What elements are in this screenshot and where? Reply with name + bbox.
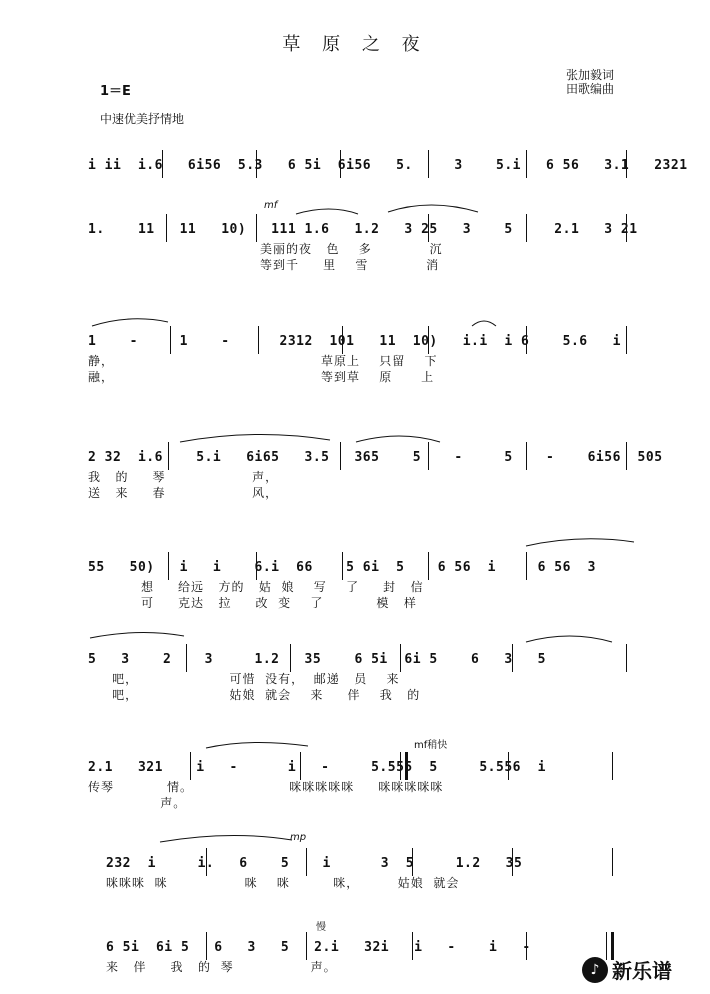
barline bbox=[526, 150, 527, 178]
lyric-line-2: 声。 bbox=[88, 796, 187, 810]
barline bbox=[206, 932, 207, 960]
barline bbox=[256, 552, 257, 580]
barline bbox=[400, 644, 401, 672]
notation-line: 232 i i. 6 5 i 3 5 1.2 35 bbox=[106, 856, 523, 871]
barline bbox=[162, 150, 163, 178]
lyric-line-1: 我 的 琴 声， bbox=[88, 470, 279, 484]
lyric-line-2: 等到千 里 雪 消 bbox=[260, 258, 440, 272]
lyric-line-1: 想 给远 方的 姑 娘 写 了 封 信 bbox=[88, 580, 424, 594]
barline bbox=[190, 752, 191, 780]
barline bbox=[526, 552, 527, 580]
barline bbox=[306, 932, 307, 960]
lyric-line-2: 融， 等到草 原 上 bbox=[88, 370, 435, 384]
barline bbox=[512, 848, 513, 876]
barline bbox=[340, 442, 341, 470]
barline bbox=[428, 150, 429, 178]
barline bbox=[166, 214, 167, 242]
site-logo bbox=[582, 955, 672, 984]
key-signature: 1＝E bbox=[100, 84, 131, 99]
barline bbox=[412, 848, 413, 876]
barline bbox=[428, 326, 429, 354]
barline bbox=[340, 150, 341, 178]
barline bbox=[168, 442, 169, 470]
barline bbox=[258, 326, 259, 354]
lyric-line-1: 静， 草原上 只留 下 bbox=[88, 354, 438, 368]
barline bbox=[626, 644, 627, 672]
barline bbox=[626, 326, 627, 354]
barline bbox=[300, 752, 301, 780]
lyric-line-2: 吧， 姑娘 就会 来 伴 我 的 bbox=[88, 688, 421, 702]
notation-line: 5 3 2 3 1.2 35 6 5i 6i 5 6 3 5 bbox=[88, 652, 546, 667]
barline bbox=[256, 150, 257, 178]
barline bbox=[612, 848, 613, 876]
tempo-slow-mark: 慢 bbox=[316, 922, 326, 933]
dynamic-mark: mf稍快 bbox=[414, 740, 448, 751]
music-disc-icon: ♪ bbox=[582, 957, 608, 983]
dynamic-mark: mf bbox=[264, 200, 278, 211]
lyric-line-2: 送 来 春 风， bbox=[88, 486, 279, 500]
lyric-line-1: 咪咪咪 咪 咪 咪 咪， 姑娘 就会 bbox=[106, 876, 460, 890]
barline bbox=[512, 644, 513, 672]
tempo-marking: 中速优美抒情地 bbox=[100, 112, 185, 126]
repeat-barline bbox=[400, 752, 408, 780]
barline bbox=[412, 932, 413, 960]
barline bbox=[206, 848, 207, 876]
dynamic-mark: mp bbox=[290, 832, 307, 843]
notation-line: 1 - 1 - 2312 101 11 10) i.i i 6 5.6 i bbox=[88, 334, 621, 349]
barline bbox=[526, 932, 527, 960]
barline bbox=[168, 552, 169, 580]
lyricist-credit: 张加毅词 bbox=[566, 68, 615, 82]
logo-text: 新乐谱 bbox=[612, 959, 672, 983]
notation-line: 6 5i 6i 5 6 3 5 2.i 32i i - i - bbox=[106, 940, 531, 955]
barline bbox=[170, 326, 171, 354]
barline bbox=[526, 442, 527, 470]
barline bbox=[612, 752, 613, 780]
barline bbox=[626, 214, 627, 242]
barline bbox=[626, 150, 627, 178]
lyric-line-1: 吧， 可惜 没有， 邮递 员 来 bbox=[88, 672, 400, 686]
arranger-credit: 田歌编曲 bbox=[566, 82, 615, 96]
barline bbox=[290, 644, 291, 672]
barline bbox=[526, 214, 527, 242]
notation-line: i ii i.6 6i56 5.3 6 5i 6i56 5. 3 5.i 6 56 3.1 2321 bbox=[88, 158, 688, 173]
notation-line: 2 32 i.6 5.i 6i65 3.5 365 5 - 5 - 6i56 505 bbox=[88, 450, 663, 465]
barline bbox=[342, 552, 343, 580]
barline bbox=[626, 442, 627, 470]
barline bbox=[508, 752, 509, 780]
barline bbox=[256, 214, 257, 242]
lyric-line-2: 可 克达 拉 改 变 了 模 样 bbox=[88, 596, 417, 610]
barline bbox=[186, 644, 187, 672]
page-title: 草 原 之 夜 bbox=[282, 34, 428, 55]
barline bbox=[306, 848, 307, 876]
barline bbox=[526, 326, 527, 354]
barline bbox=[428, 442, 429, 470]
barline bbox=[428, 552, 429, 580]
notation-line: 1. 11 11 10) 111 1.6 1.2 3 25 3 5 2.1 3 21 bbox=[88, 222, 638, 237]
lyric-line-1: 来 伴 我 的 琴 声。 bbox=[106, 960, 337, 974]
lyric-line-1: 传琴 情。 咪咪咪咪咪 咪咪咪咪咪 bbox=[88, 780, 444, 794]
barline bbox=[428, 214, 429, 242]
lyric-line-1: 美丽的夜 色 多 沉 bbox=[260, 242, 443, 256]
notation-line: 55 50) i i 6.i 66 5 6i 5 6 56 i 6 56 3 bbox=[88, 560, 596, 575]
barline bbox=[342, 326, 343, 354]
notation-line: 2.1 321 i - i - 5.555 5 5.556 i bbox=[88, 760, 546, 775]
